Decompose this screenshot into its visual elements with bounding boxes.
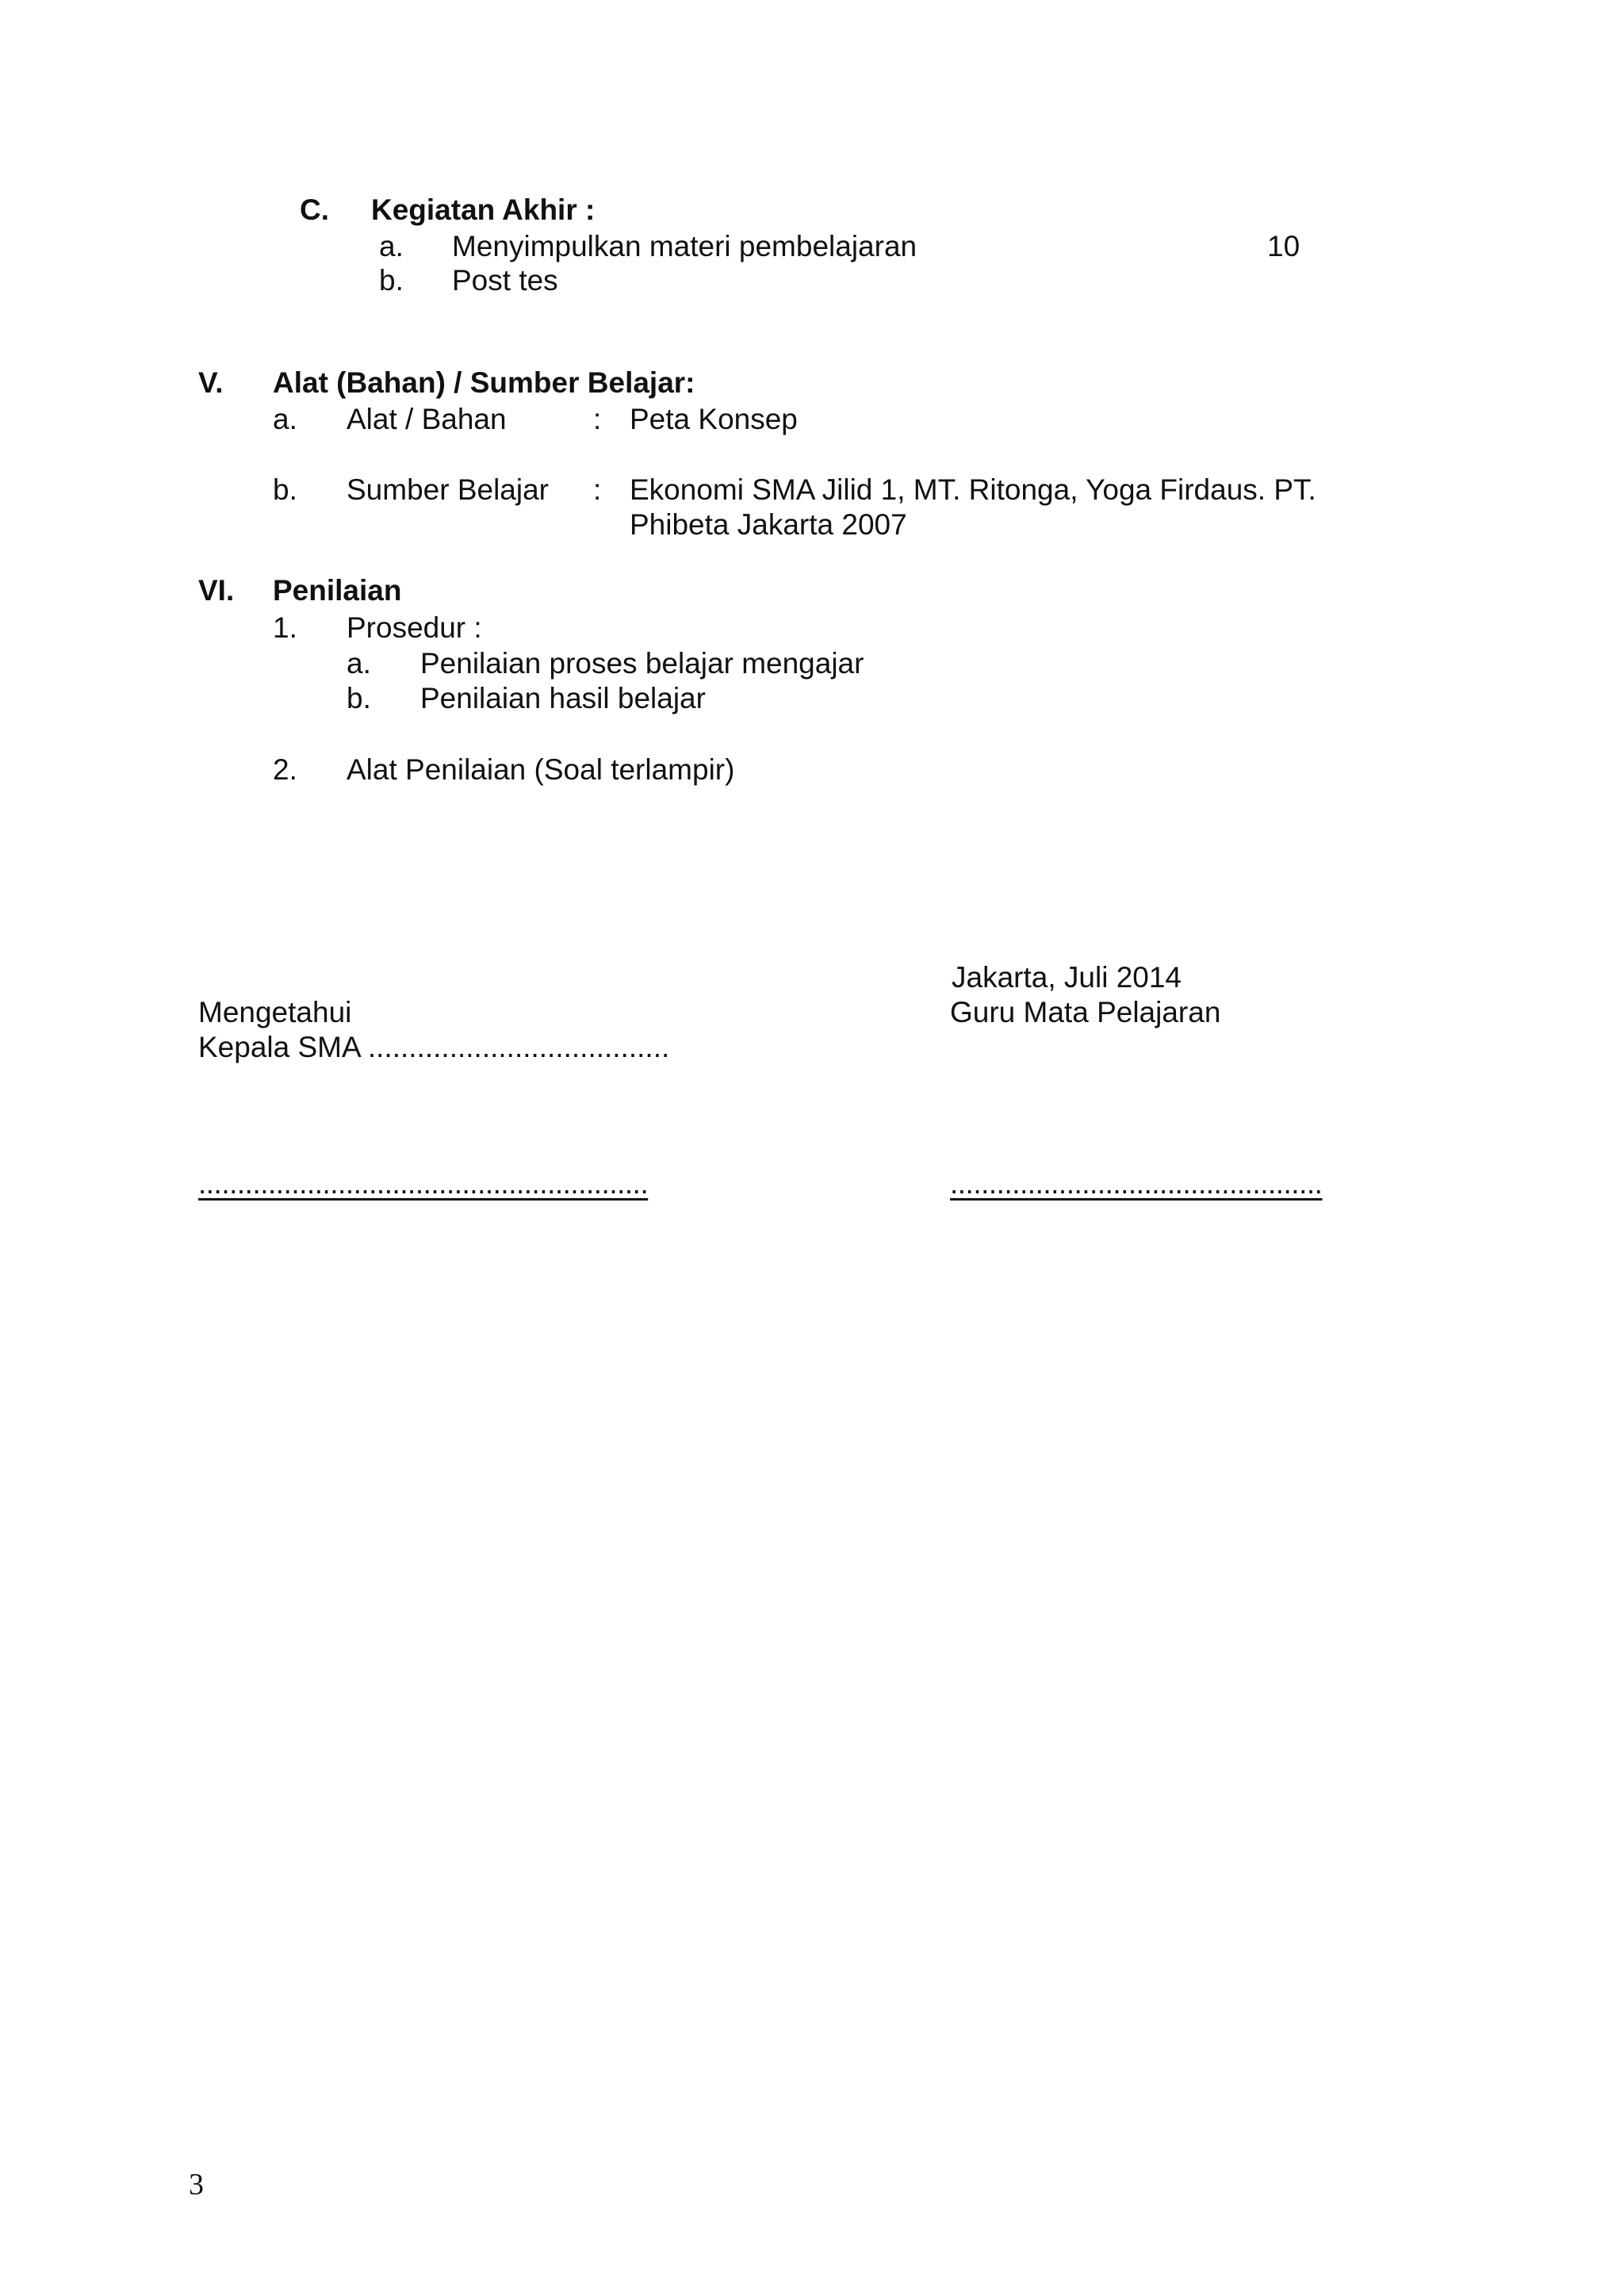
list-marker: 1.	[273, 611, 297, 644]
section-v-title: Alat (Bahan) / Sumber Belajar:	[273, 366, 695, 399]
list-marker: b.	[347, 682, 371, 714]
list-item: Menyimpulkan materi pembelajaran	[452, 230, 917, 262]
field-key: Sumber Belajar	[347, 473, 550, 506]
place-date: Jakarta, Juli 2014	[952, 961, 1182, 994]
signature-right-line: ................................................	[950, 1167, 1323, 1200]
list-marker: b.	[273, 473, 297, 506]
signature-left-role: Kepala SMA .....................................	[198, 1031, 670, 1063]
field-key: Alat / Bahan	[347, 403, 507, 435]
section-v-label: V.	[198, 366, 224, 399]
list-marker: a.	[347, 647, 371, 680]
list-marker: a.	[379, 230, 404, 262]
field-value: Ekonomi SMA Jilid 1, MT. Ritonga, Yoga Firdaus. PT.	[630, 473, 1316, 506]
signature-right-title: Guru Mata Pelajaran	[950, 996, 1221, 1028]
field-value: Peta Konsep	[630, 403, 798, 435]
page-number: 3	[189, 2168, 204, 2201]
list-item: Post tes	[452, 264, 558, 297]
field-value-continued: Phibeta Jakarta 2007	[630, 508, 907, 541]
list-item: Penilaian proses belajar mengajar	[420, 647, 864, 680]
time-value: 10	[1267, 230, 1300, 262]
section-vi-title: Penilaian	[273, 574, 402, 607]
signature-left-line: ..........................................................	[198, 1167, 649, 1200]
list-item: Alat Penilaian (Soal terlampir)	[347, 753, 735, 786]
field-separator: :	[593, 403, 602, 435]
prosedur-label: Prosedur :	[347, 611, 482, 644]
section-c-title: Kegiatan Akhir :	[371, 193, 596, 226]
field-separator: :	[593, 473, 602, 506]
list-item: Penilaian hasil belajar	[420, 682, 706, 714]
list-marker: 2.	[273, 753, 297, 786]
section-c-label: C.	[300, 193, 329, 226]
signature-left-title: Mengetahui	[198, 996, 352, 1028]
list-marker: a.	[273, 403, 297, 435]
section-vi-label: VI.	[198, 574, 235, 607]
list-marker: b.	[379, 264, 404, 297]
